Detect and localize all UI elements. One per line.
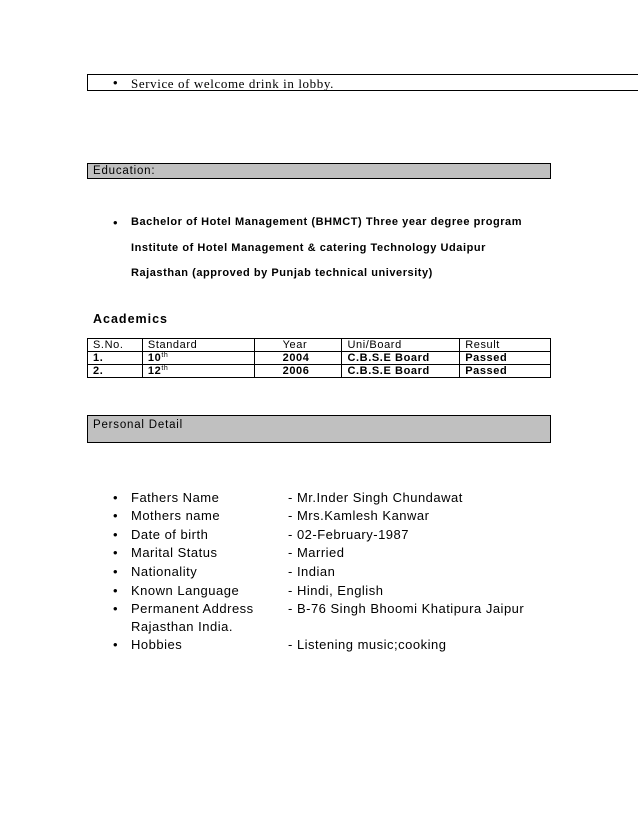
detail-value: - Listening music;cooking bbox=[288, 637, 447, 652]
standard-value: 10 bbox=[147, 352, 162, 364]
detail-value: - 02-February-1987 bbox=[288, 527, 409, 542]
service-line: Service of welcome drink in lobby. bbox=[131, 76, 334, 91]
detail-label: Known Language bbox=[131, 583, 240, 598]
standard-value: 12 bbox=[147, 365, 162, 377]
detail-value: - Indian bbox=[288, 564, 336, 579]
detail-label: Nationality bbox=[131, 564, 198, 579]
header-standard: Standard bbox=[142, 339, 254, 352]
education-line-3: Rajasthan (approved by Punjab technical university) bbox=[131, 267, 433, 279]
cell-year: 2006 bbox=[254, 365, 342, 378]
education-line-2: Institute of Hotel Management & catering Technology Udaipur bbox=[131, 242, 486, 254]
bullet-icon: • bbox=[113, 601, 118, 616]
cell-board: C.B.S.E Board bbox=[342, 352, 460, 365]
detail-value: - Hindi, English bbox=[288, 583, 384, 598]
education-line-1: Bachelor of Hotel Management (BHMCT) Three year degree program bbox=[131, 216, 523, 228]
standard-suffix: th bbox=[161, 352, 169, 359]
detail-label: Date of birth bbox=[131, 527, 209, 542]
detail-label: Permanent Address bbox=[131, 601, 254, 616]
header-year: Year bbox=[254, 339, 342, 352]
bullet-icon: • bbox=[113, 637, 118, 652]
detail-value: - B-76 Singh Bhoomi Khatipura Jaipur bbox=[288, 601, 525, 616]
detail-label: Mothers name bbox=[131, 508, 221, 523]
detail-label: Fathers Name bbox=[131, 490, 220, 505]
academics-heading: Academics bbox=[93, 312, 169, 326]
cell-result: Passed bbox=[460, 352, 551, 365]
detail-value: - Married bbox=[288, 545, 345, 560]
table-header-row bbox=[88, 339, 551, 352]
detail-label: Marital Status bbox=[131, 545, 218, 560]
cell-sno: 1. bbox=[88, 352, 143, 365]
header-sno: S.No. bbox=[88, 339, 143, 352]
cell-year: 2004 bbox=[254, 352, 342, 365]
cell-result: Passed bbox=[460, 365, 551, 378]
bullet-icon: • bbox=[113, 564, 118, 579]
cell-sno: 2. bbox=[88, 365, 143, 378]
detail-value: - Mr.Inder Singh Chundawat bbox=[288, 490, 463, 505]
academics-table bbox=[87, 338, 551, 378]
personal-detail-heading: Personal Detail bbox=[87, 415, 551, 443]
table-row bbox=[88, 352, 551, 365]
detail-value: - Mrs.Kamlesh Kanwar bbox=[288, 508, 430, 523]
cell-standard bbox=[142, 352, 254, 365]
bullet-icon: • bbox=[113, 508, 118, 523]
address-continuation: Rajasthan India. bbox=[131, 619, 233, 634]
bullet-icon: • bbox=[113, 490, 118, 505]
bullet-icon: • bbox=[113, 527, 118, 542]
education-heading: Education: bbox=[87, 163, 551, 179]
standard-suffix: th bbox=[161, 365, 169, 372]
bullet-icon: • bbox=[113, 583, 118, 598]
cell-standard bbox=[142, 365, 254, 378]
bullet-icon: • bbox=[113, 75, 118, 90]
header-board: Uni/Board bbox=[342, 339, 460, 352]
bullet-icon: • bbox=[113, 545, 118, 560]
header-result: Result bbox=[460, 339, 551, 352]
detail-label: Hobbies bbox=[131, 637, 183, 652]
cell-board: C.B.S.E Board bbox=[342, 365, 460, 378]
bullet-icon: • bbox=[113, 215, 118, 230]
table-row bbox=[88, 365, 551, 378]
